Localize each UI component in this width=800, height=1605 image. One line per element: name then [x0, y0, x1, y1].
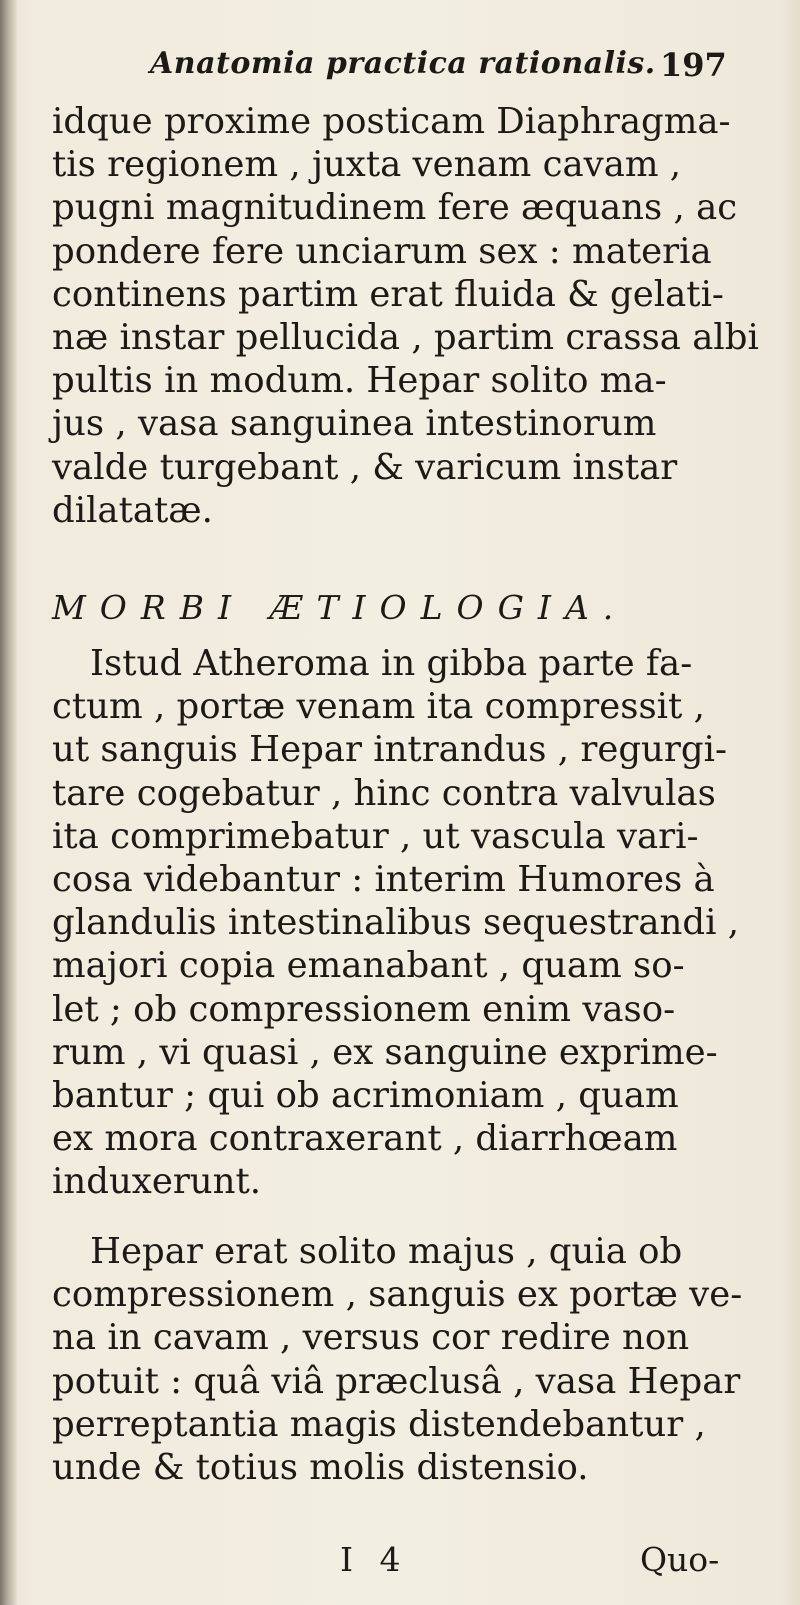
- text-line: continens partim erat fluida & gelati-: [52, 273, 724, 315]
- text-line: ctum , portæ venam ita compressit ,: [52, 686, 705, 728]
- text-line: compressionem , sanguis ex portæ ve-: [52, 1274, 743, 1316]
- text-line: potuit : quâ viâ præclusâ , vasa Hepar: [52, 1360, 741, 1402]
- text-line: ex mora contraxerant , diarrhœam: [52, 1118, 678, 1160]
- text-line: pultis in modum. Hepar solito ma-: [52, 360, 667, 402]
- page-number: 197: [660, 46, 727, 84]
- text-line: unde & totius molis distensio.: [52, 1446, 589, 1488]
- text-line: Hepar erat solito majus , quia ob: [90, 1231, 683, 1272]
- page-binding-edge: [0, 0, 18, 1605]
- running-title: Anatomia practica rationalis.: [150, 46, 656, 81]
- text-line: majori copia emanabant , quam so-: [52, 945, 685, 987]
- section-heading: MORBI ÆTIOLOGIA.: [52, 588, 628, 627]
- paragraph-1: [52, 100, 759, 532]
- text-line: induxerunt.: [52, 1161, 262, 1203]
- text-line: cosa videbantur : interim Humores à: [52, 858, 715, 900]
- text-line: valde turgebant , & varicum instar: [52, 446, 678, 488]
- text-line: ut sanguis Hepar intrandus , regurgi-: [52, 729, 727, 771]
- text-line: jus , vasa sanguinea intestinorum: [52, 403, 657, 445]
- text-line: pondere fere unciarum sex : materia: [52, 230, 712, 272]
- text-line: tare cogebatur , hinc contra valvulas: [52, 772, 716, 814]
- text-line: næ instar pellucida , partim crassa albi: [52, 316, 759, 358]
- text-line: let ; ob compressionem enim vaso-: [52, 988, 676, 1030]
- text-line: idque proxime posticam Diaphragma-: [52, 101, 731, 142]
- page-header: [150, 40, 770, 90]
- text-line: pugni magnitudinem fere æquans , ac: [52, 187, 738, 229]
- text-line: perreptantia magis distendebantur ,: [52, 1403, 706, 1445]
- text-line: na in cavam , versus cor redire non: [52, 1317, 690, 1359]
- text-line: bantur ; qui ob acrimoniam , quam: [52, 1074, 679, 1116]
- text-line: tis regionem , juxta venam cavam ,: [52, 144, 682, 186]
- text-line: dilatatæ.: [52, 489, 213, 531]
- paragraph-3: [52, 1230, 752, 1489]
- text-line: rum , vi quasi , ex sanguine exprime-: [52, 1031, 718, 1073]
- signature-mark: I 4: [340, 1540, 409, 1579]
- paragraph-2: [52, 642, 752, 1203]
- text-line: glandulis intestinalibus sequestrandi ,: [52, 902, 740, 944]
- text-line: Istud Atheroma in gibba parte fa-: [90, 643, 693, 684]
- text-line: ita comprimebatur , ut vascula vari-: [52, 815, 699, 857]
- catchword: Quo-: [640, 1540, 720, 1579]
